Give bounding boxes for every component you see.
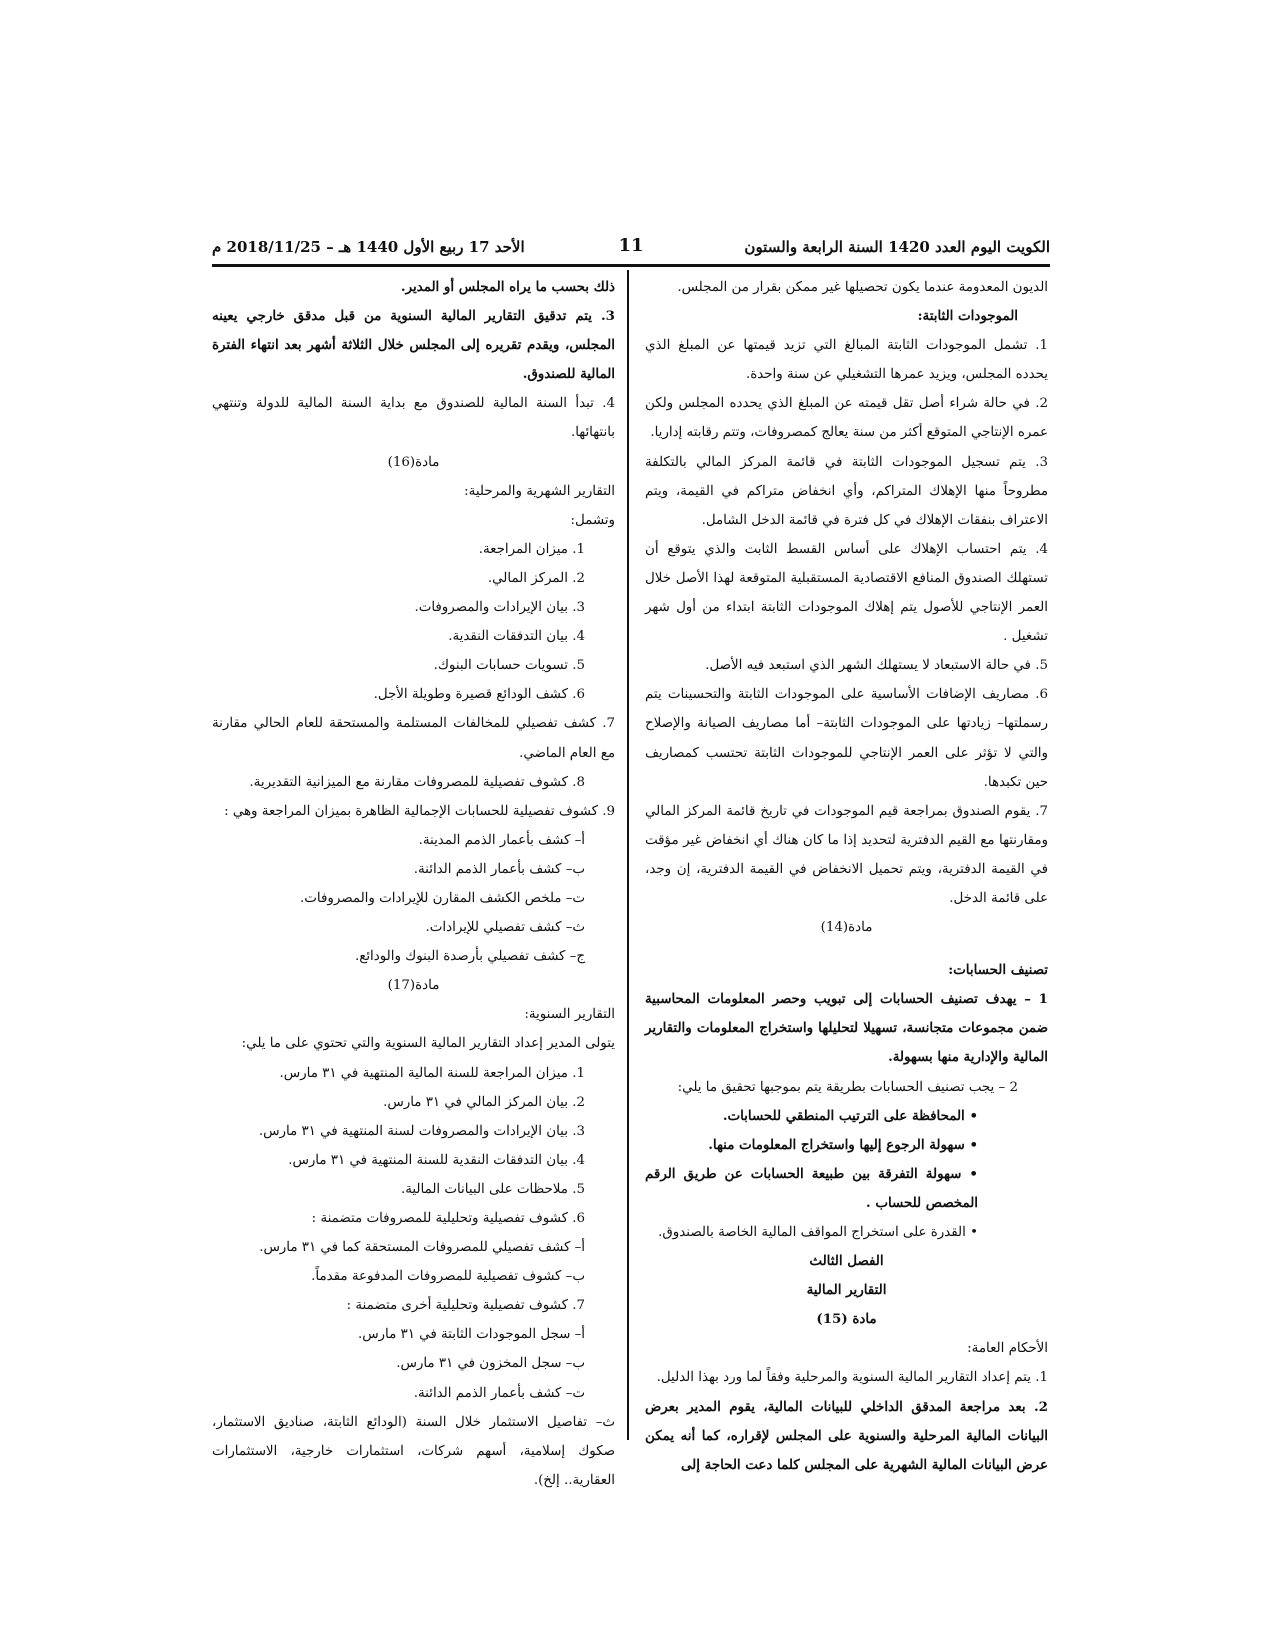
list-item: 5. ملاحظات على البيانات المالية.: [400, 1181, 585, 1197]
page-number: 11: [618, 235, 644, 256]
article-heading: مادة(14): [820, 920, 873, 936]
sub-list-item: ث– كشف تفصيلي للإيرادات.: [425, 920, 585, 936]
list-item: 6. كشوف تفصيلية وتحليلية للمصروفات متضمنة :: [311, 1211, 585, 1226]
paragraph: 5. في حالة الاستبعاد لا يستهلك الشهر الذي استبعد فيه الأصل.: [705, 658, 1048, 674]
list-item: 6. كشف الودائع قصيرة وطويلة الأجل.: [373, 687, 585, 703]
paragraph: 2 – يجب تصنيف الحسابات بطريقة يتم بموجبها تحقيق ما يلي:: [677, 1079, 1018, 1095]
section-heading: تصنيف الحسابات:: [948, 962, 1048, 979]
paragraph: 2. بعد مراجعة المدقق الداخلي للبيانات المالية، يقوم المدير بعرض البيانات المالية المرحلية والسنوية على المجلس لإقراره، كما أنه يمكن عرض البيانات المالية الشهرية على المجلس كلما دعت الحاجة إلى: [645, 1398, 1048, 1473]
sub-list-item: ب– كشوف تفصيلية للمصروفات المدفوعة مقدماً.: [311, 1269, 585, 1285]
left-column: [212, 273, 615, 1495]
column-divider: [627, 270, 629, 1440]
header-date: الأحد 17 ربيع الأول 1440 هـ – 2018/11/25 م: [212, 238, 525, 256]
list-item: 7. كشوف تفصيلية وتحليلية أخرى متضمنة :: [346, 1298, 585, 1314]
paragraph: 4. تبدأ السنة المالية للصندوق مع بداية السنة المالية للدولة وتنتهي بانتهائها.: [212, 396, 615, 441]
list-item: 8. كشوف تفصيلية للمصروفات مقارنة مع الميزانية التقديرية.: [249, 774, 585, 790]
paragraph: يتولى المدير إعداد التقارير المالية السنوية والتي تحتوي على ما يلي:: [241, 1036, 615, 1052]
list-item: 2. المركز المالي.: [487, 570, 585, 586]
article-heading: مادة (15): [816, 1311, 877, 1328]
bullet-item: • المحافظة على الترتيب المنطقي للحسابات.: [722, 1107, 978, 1124]
section-heading: الأحكام العامة:: [967, 1341, 1048, 1357]
right-column: [645, 273, 1048, 1480]
paragraph: 1. تشمل الموجودات الثابتة المبالغ التي تزيد قيمتها عن المبلغ الذي يحدده المجلس، ويزيد عمرها التشغيلي عن سنة واحدة.: [645, 338, 1048, 383]
list-item: 1. ميزان المراجعة.: [478, 541, 585, 557]
header-rule: [212, 264, 1050, 267]
paragraph: 3. يتم تدقيق التقارير المالية السنوية من قبل مدقق خارجي يعينه المجلس، ويقدم تقريره إلى المجلس خلال الثلاثة أشهر بعد انتهاء الفترة المالية للصندوق.: [212, 308, 615, 383]
paragraph: 6. مصاريف الإضافات الأساسية على الموجودات الثابتة والتحسينات يتم رسملتها– زيادتها على الموجودات الثابتة– أما مصاريف الصيانة والإصلاح والتي لا تؤثر على العمر الإنتاجي للموجودات الثابتة تحتسب كمصاريف حين تكبدها.: [645, 687, 1048, 790]
paragraph: ذلك بحسب ما يراه المجلس أو المدير.: [400, 279, 615, 295]
chapter-title: التقارير المالية: [806, 1282, 887, 1299]
sub-list-item: أ– كشف تفصيلي للمصروفات المستحقة كما في ٣١ مارس.: [259, 1240, 585, 1256]
list-item: 1. ميزان المراجعة للسنة المالية المنتهية في ٣١ مارس.: [279, 1065, 585, 1081]
bullet-item: • سهولة التفرقة بين طبيعة الحسابات عن طريق الرقم المخصص للحساب .: [645, 1165, 978, 1211]
paragraph: 2. في حالة شراء أصل تقل قيمته عن المبلغ الذي يحدده المجلس ولكن عمره الإنتاجي المتوقع أكثر من سنة يعالج كمصروفات، وتتم رقابته إداريا.: [645, 396, 1048, 441]
list-item: 3. بيان الإيرادات والمصروفات.: [414, 600, 585, 616]
list-item: 4. بيان التدفقات النقدية.: [448, 629, 585, 645]
bullet-item: • سهولة الرجوع إليها واستخراج المعلومات منها.: [708, 1136, 978, 1153]
list-item: 7. كشف تفصيلي للمخالفات المستلمة والمستحقة للعام الحالي مقارنة مع العام الماضي.: [212, 716, 615, 761]
section-heading: الموجودات الثابتة:: [917, 308, 1018, 325]
paragraph: 7. يقوم الصندوق بمراجعة قيم الموجودات في تاريخ قائمة المركز المالي ومقارنتها مع القيم الدفترية لتحديد إذا ما كان هناك أي انخفاض غير مؤقت في القيمة الدفترية، ويتم تحميل الانخفاض في القيمة الدفترية، إن وجد، على قائمة الدخل.: [645, 803, 1048, 906]
bullet-item: • القدرة على استخراج المواقف المالية الخاصة بالصندوق.: [658, 1225, 978, 1240]
list-item: 2. بيان المركز المالي في ٣١ مارس.: [383, 1094, 585, 1110]
paragraph: وتشمل:: [570, 512, 615, 528]
paragraph: الديون المعدومة عندما يكون تحصيلها غير ممكن بقرار من المجلس.: [677, 280, 1048, 295]
paragraph: 1. يتم إعداد التقارير المالية السنوية والمرحلية وفقاً لما ورد بهذا الدليل.: [656, 1370, 1048, 1386]
page-header: [212, 234, 1050, 260]
article-heading: مادة(17): [387, 978, 440, 994]
list-item: 3. بيان الإيرادات والمصروفات لسنة المنتهية في ٣١ مارس.: [258, 1123, 585, 1139]
sub-list-item: أ– كشف بأعمار الذمم المدينة.: [418, 832, 585, 848]
article-heading: مادة(16): [387, 454, 440, 470]
sub-list-item: ب– سجل المخزون في ٣١ مارس.: [396, 1356, 585, 1372]
list-item: 4. بيان التدفقات النقدية للسنة المنتهية في ٣١ مارس.: [288, 1152, 585, 1168]
paragraph: 1 – يهدف تصنيف الحسابات إلى تبويب وحصر المعلومات المحاسبية ضمن مجموعات متجانسة، تسهيلا لتحليلها واستخراج المعلومات والتقارير المالية والإدارية منها بسهولة.: [645, 991, 1048, 1066]
section-heading: التقارير الشهرية والمرحلية:: [464, 483, 615, 499]
sub-list-item: ب– كشف بأعمار الذمم الدائنة.: [413, 861, 585, 877]
sub-list-item: ج– كشف تفصيلي بأرصدة البنوك والودائع.: [354, 949, 585, 965]
paragraph: 4. يتم احتساب الإهلاك على أساس القسط الثابت والذي يتوقع أن تستهلك الصندوق المنافع الاقتصادية المستقبلية المتوقعة لهذا الأصل خلال العمر الإنتاجي للأصول يتم إهلاك الموجودات الثابتة ابتداء من أول شهر تشغيل .: [645, 541, 1048, 645]
list-item: 5. تسويات حسابات البنوك.: [433, 658, 585, 674]
list-item: 9. كشوف تفصيلية للحسابات الإجمالية الظاهرة بميزان المراجعة وهي :: [224, 803, 615, 819]
paragraph: 3. يتم تسجيل الموجودات الثابتة في قائمة المركز المالي بالتكلفة مطروحاً منها الإهلاك المتراكم، وأي انخفاض متراكم في القيمة، ويتم الاعتراف بنفقات الإهلاك في كل فترة في قائمة الدخل الشامل.: [645, 454, 1048, 528]
sub-list-item: ث– تفاصيل الاستثمار خلال السنة (الودائع الثابتة، صناديق الاستثمار، صكوك إسلامية، أسهم شركات، استثمارات خارجية، الاستثمارات العقارية.. إلخ).: [212, 1414, 615, 1488]
sub-list-item: ت– كشف بأعمار الذمم الدائنة.: [413, 1385, 585, 1401]
sub-list-item: ت– ملخص الكشف المقارن للإيرادات والمصروفات.: [300, 890, 585, 906]
sub-list-item: أ– سجل الموجودات الثابتة في ٣١ مارس.: [357, 1327, 585, 1343]
header-issue-info: الكويت اليوم العدد 1420 السنة الرابعة والستون: [744, 238, 1050, 256]
chapter-heading: الفصل الثالث: [809, 1253, 884, 1270]
section-heading: التقارير السنوية:: [524, 1007, 615, 1023]
